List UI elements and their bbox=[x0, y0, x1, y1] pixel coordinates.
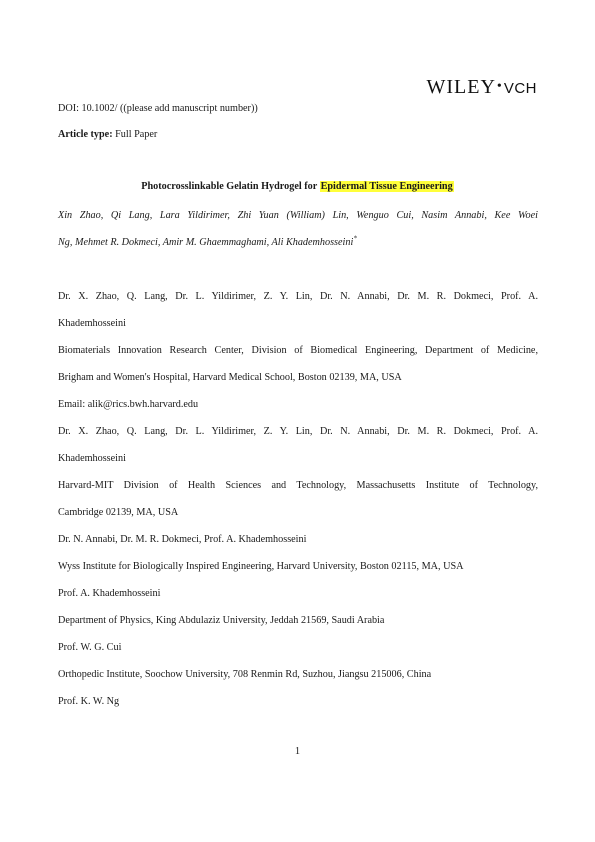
page-number: 1 bbox=[294, 746, 301, 757]
affiliation-line: Harvard-MIT Division of Health Sciences and Technology, Massachusetts Institute of Technology, bbox=[58, 480, 538, 491]
paper-title bbox=[0, 181, 595, 192]
affiliation-line: Dr. X. Zhao, Q. Lang, Dr. L. Yildirimer, Z. Y. Lin, Dr. N. Annabi, Dr. M. R. Dokmeci, Prof. A. bbox=[58, 291, 538, 302]
affiliation-line: Khademhosseini bbox=[58, 453, 126, 464]
authors-line-2-text: Ng, Mehmet R. Dokmeci, Amir M. Ghaemmaghami, Ali Khademhosseini bbox=[58, 237, 354, 248]
affiliation-line: Prof. K. W. Ng bbox=[58, 696, 120, 707]
article-type-line bbox=[58, 128, 538, 141]
affiliation-line: Khademhosseini bbox=[58, 318, 126, 329]
affiliation-line: Department of Physics, King Abdulaziz University, Jeddah 21569, Saudi Arabia bbox=[58, 615, 385, 626]
logo-wiley-text: WILEY bbox=[426, 76, 496, 98]
affiliation-line: Orthopedic Institute, Soochow University, 708 Renmin Rd, Suzhou, Jiangsu 215006, China bbox=[58, 669, 432, 680]
publisher-logo bbox=[427, 76, 538, 99]
affiliation-line: Dr. X. Zhao, Q. Lang, Dr. L. Yildirimer, Z. Y. Lin, Dr. N. Annabi, Dr. M. R. Dokmeci, Prof. A. bbox=[58, 426, 538, 437]
title-highlighted: Epidermal Tissue Engineering bbox=[320, 181, 453, 192]
affiliation-line: Prof. A. Khademhosseini bbox=[58, 588, 161, 599]
affiliation-line: Cambridge 02139, MA, USA bbox=[58, 507, 179, 518]
affiliation-line: Biomaterials Innovation Research Center, Division of Biomedical Engineering, Department of Medicine, bbox=[58, 345, 538, 356]
logo-vch-text: VCH bbox=[503, 80, 537, 97]
affiliation-line: Dr. N. Annabi, Dr. M. R. Dokmeci, Prof. A. Khademhosseini bbox=[58, 534, 307, 545]
article-type-value: Full Paper bbox=[112, 129, 158, 140]
article-type-label: Article type: bbox=[58, 129, 113, 140]
affiliation-line: Prof. W. G. Cui bbox=[58, 642, 122, 653]
corresponding-author-mark: * bbox=[353, 234, 357, 243]
title-prefix: Photocrosslinkable Gelatin Hydrogel for bbox=[141, 181, 320, 192]
affiliation-line: Wyss Institute for Biologically Inspired Engineering, Harvard University, Boston 02115, MA, USA bbox=[58, 561, 464, 572]
authors-line-1: Xin Zhao, Qi Lang, Lara Yildirimer, Zhi Yuan (William) Lin, Wenguo Cui, Nasim Annabi, Kee Woei bbox=[58, 210, 538, 221]
affiliation-line: Brigham and Women's Hospital, Harvard Medical School, Boston 02139, MA, USA bbox=[58, 372, 402, 383]
authors-line-2 bbox=[58, 236, 538, 249]
doi-line: DOI: 10.1002/ ((please add manuscript number)) bbox=[58, 103, 258, 114]
logo-dot: • bbox=[496, 79, 503, 94]
email-line: Email: alik@rics.bwh.harvard.edu bbox=[58, 399, 199, 410]
